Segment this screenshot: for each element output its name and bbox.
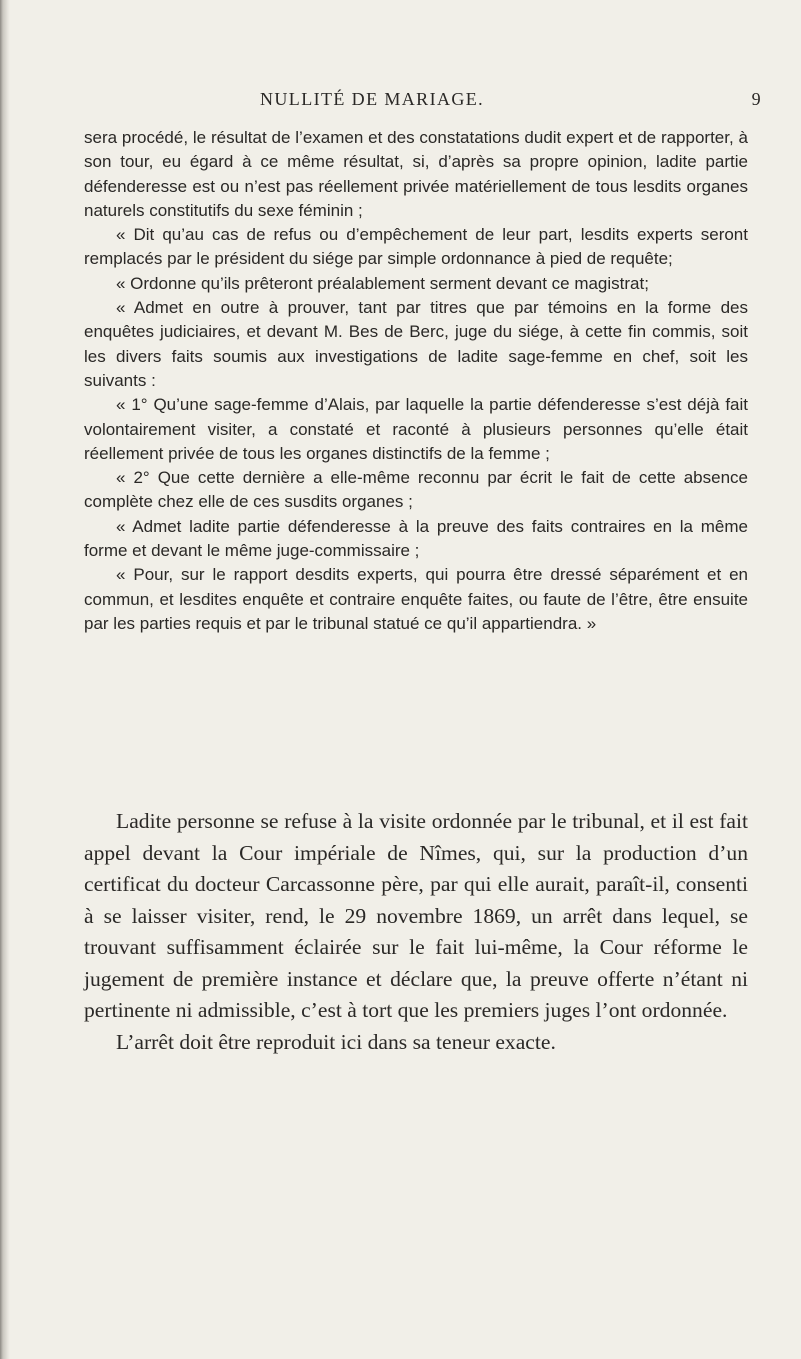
quote-paragraph: « Ordonne qu’ils prêteront préalablement serment devant ce magistrat; [116,273,649,293]
quote-paragraph: « Admet ladite partie défenderesse à la preuve des faits contraires en la même forme et devant le même juge-commissaire ; [84,516,748,561]
body-paragraph: Ladite personne se refuse à la visite ordonnée par le tribunal, et il est fait appel devant la Cour impériale de Nîmes, qui, sur la production d’un certificat du docteur Carcassonne père, par qui elle aurait, paraît-il, consenti à se laisser visiter, rend, le 29 novembre 1869, un arrêt dans lequel, se trouvant suffisamment éclairée sur le fait lui-même, la Cour réforme le jugement de première instance et déclare que, la preuve offerte n’étant ni pertinente ni admissible, c’est à tort que les premiers juges l’ont ordonnée. [84,809,748,1022]
page-number: 9 [751,89,762,109]
quote-paragraph: « Admet en outre à prouver, tant par titres que par témoins en la forme des enquêtes judiciaires, et devant M. Bes de Berc, juge du siége, à cette fin commis, soit les divers faits soumis aux investigations de ladite sage-femme en chef, soit les suivants : [84,298,748,390]
quote-paragraph: « 2° Que cette dernière a elle-même reconnu par écrit le fait de cette absence complète chez elle de ces susdits organes ; [84,468,748,512]
quote-paragraph: « Dit qu’au cas de refus ou d’empêchement de leur part, lesdits experts seront remplacés par le président du siége par simple ordonnance à pied de requête; [84,225,748,269]
page-edge-shadow [0,0,10,1359]
quote-paragraph: « 1° Qu’une sage-femme d’Alais, par laquelle la partie défenderesse s’est déjà fait volontairement visiter, a constaté et raconté à plusieurs personnes qu’elle était réellement privée de tous les organes distinctifs de la femme ; [84,395,748,463]
quoted-judgment-text [84,126,748,636]
running-header [260,89,762,115]
quote-paragraph: « Pour, sur le rapport desdits experts, qui pourra être dressé séparément et en commun, et lesdites enquête et contraire enquête faites, ou faute de l’être, être ensuite par les parties requis et par le tribunal statué ce qu’il appartiendra. » [84,565,748,633]
main-body-text [84,806,748,1058]
running-title: NULLITÉ DE MARIAGE. [260,89,485,109]
body-paragraph: L’arrêt doit être reproduit ici dans sa teneur exacte. [116,1029,556,1054]
quote-paragraph: sera procédé, le résultat de l’examen et des constatations dudit expert et de rapporter, à son tour, eu égard à ce même résultat, si, d’après sa propre opinion, ladite partie défenderesse est ou n’est pas réellement privée matériellement de tous lesdits organes naturels constitutifs du sexe féminin ; [84,128,748,220]
